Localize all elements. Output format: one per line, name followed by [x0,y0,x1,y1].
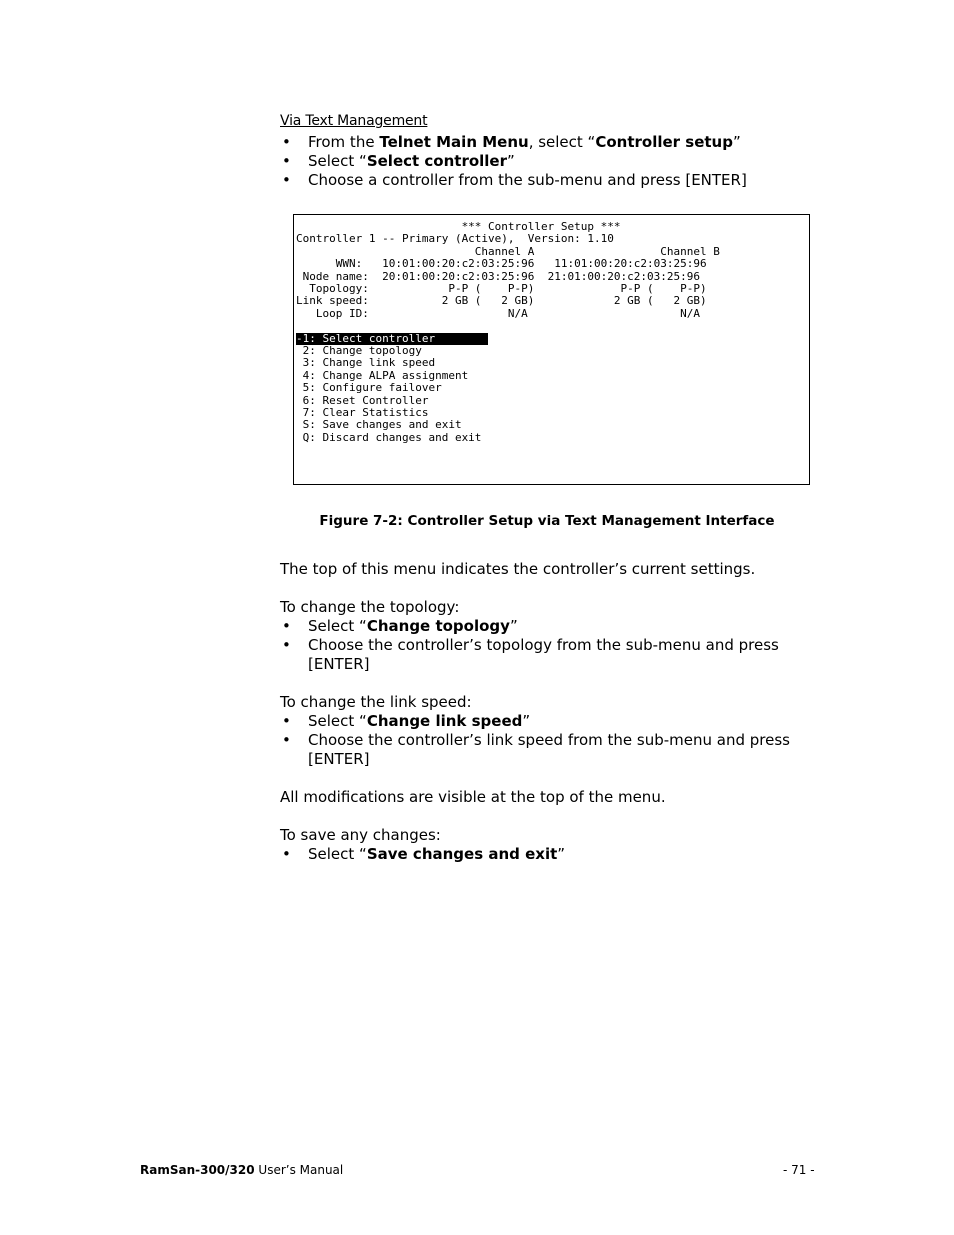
terminal-line: Loop ID: N/A N/A [296,306,700,320]
list-item: • Choose the controller’s topology from the sub-menu and press [ENTER] [282,636,779,673]
menu-item-selected[interactable]: -1: Select controller [296,331,489,345]
bullet-icon: • [282,636,291,654]
menu-item[interactable]: S: Save changes and exit [296,418,462,432]
page-number: - 71 - [783,1163,815,1177]
terminal-line: Node name: 20:01:00:20:c2:03:25:96 21:01:00:20:c2:03:25:96 [296,269,700,283]
list-item: • Select “Change topology” [282,617,518,635]
paragraph: All modifications are visible at the top of the menu. [280,788,666,806]
menu-item[interactable]: Q: Discard changes and exit [296,430,482,444]
speed-bullet-list [280,712,820,769]
list-item: • Select “Select controller” [282,152,515,170]
bullet-icon: • [282,712,291,730]
intro-bullet-list [280,133,820,190]
footer-product: RamSan-300/320 [140,1163,255,1177]
section-heading: Via Text Management [280,113,428,129]
list-item: • Choose the controller’s link speed from the sub-menu and press [ENTER] [282,731,790,768]
terminal-line: WWN: 10:01:00:20:c2:03:25:96 11:01:00:20:c2:03:25:96 [296,257,707,271]
terminal-line: Link speed: 2 GB ( 2 GB) 2 GB ( 2 GB) [296,294,707,308]
list-item: • Select “Save changes and exit” [282,845,566,863]
bullet-icon: • [282,731,291,749]
save-bullet-list [280,845,820,864]
figure-caption: Figure 7-2: Controller Setup via Text Management Interface [319,513,775,529]
menu-item[interactable]: 3: Change link speed [296,356,436,370]
menu-item[interactable]: 4: Change ALPA assignment [296,368,469,382]
menu-item[interactable]: 2: Change topology [296,344,422,357]
topology-bullet-list [280,617,820,674]
terminal-line: Topology: P-P ( P-P) P-P ( P-P) [296,282,707,295]
bullet-icon: • [282,152,291,170]
bullet-icon: • [282,845,291,863]
terminal-title: *** Controller Setup *** [296,220,621,233]
paragraph: To save any changes: [280,826,441,844]
footer-manual: User’s Manual [254,1163,344,1177]
paragraph: The top of this menu indicates the controller’s current settings. [280,560,756,578]
menu-item[interactable]: 6: Reset Controller [296,393,429,407]
paragraph: To change the link speed: [280,693,472,711]
bullet-icon: • [282,133,291,151]
paragraph: To change the topology: [280,598,460,616]
list-item: • Select “Change link speed” [282,712,531,730]
terminal-screenshot [293,214,810,485]
terminal-line: Channel A Channel B [296,244,720,258]
terminal-line: Controller 1 -- Primary (Active), Version: 1.10 [296,232,614,246]
bullet-icon: • [282,171,291,189]
menu-item[interactable]: 7: Clear Statistics [296,406,429,419]
footer-title [140,1163,343,1177]
list-item: • Choose a controller from the sub-menu and press [ENTER] [282,171,747,189]
list-item: • From the Telnet Main Menu, select “Controller setup” [282,133,741,151]
bullet-icon: • [282,617,291,635]
menu-item[interactable]: 5: Configure failover [296,381,442,395]
